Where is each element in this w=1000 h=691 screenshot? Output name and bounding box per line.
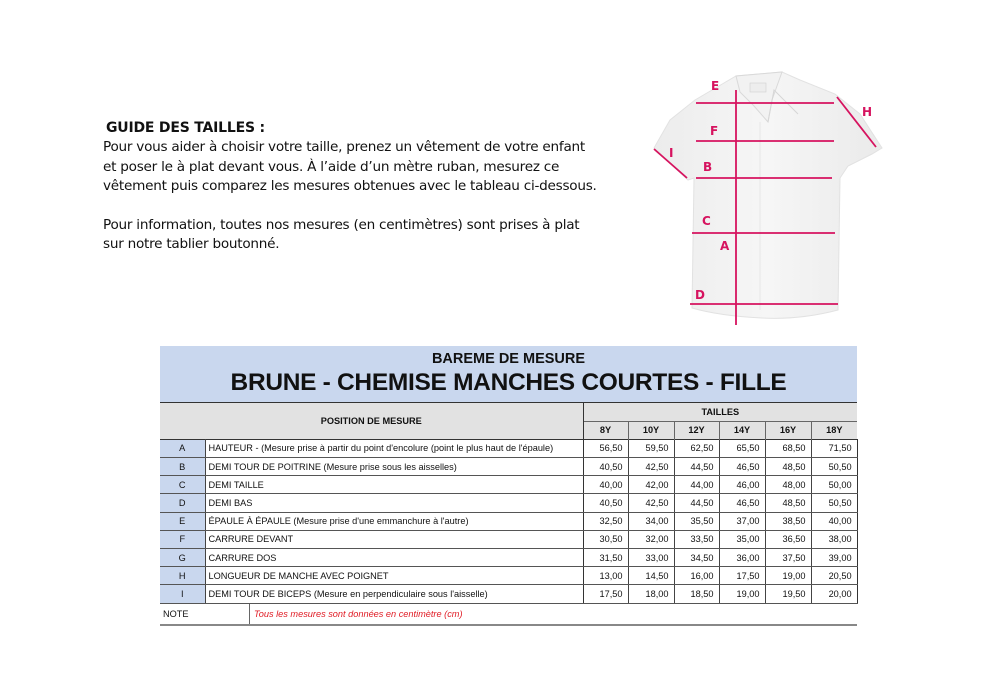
measurement-row <box>160 512 857 530</box>
measurement-value: 35,50 <box>674 512 719 530</box>
measurement-value: 16,00 <box>674 567 719 585</box>
measurement-value: 32,50 <box>583 512 628 530</box>
measurement-row <box>160 585 857 603</box>
measurement-value: 19,50 <box>765 585 811 603</box>
measurement-value: 37,00 <box>719 512 765 530</box>
measurement-row <box>160 530 857 548</box>
measurement-label: LONGUEUR DE MANCHE AVEC POIGNET <box>205 567 583 585</box>
measurement-value: 33,50 <box>674 530 719 548</box>
measurement-value: 40,50 <box>583 458 628 476</box>
instructions-line: vêtement puis comparez les mesures obtenues avec le tableau ci-dessous. <box>103 178 597 194</box>
measurement-value: 34,50 <box>674 549 719 567</box>
measurement-value: 48,50 <box>765 494 811 512</box>
measurement-value: 46,50 <box>719 458 765 476</box>
measurement-value: 36,50 <box>765 530 811 548</box>
note-row <box>160 603 857 625</box>
measurement-letter: B <box>160 458 205 476</box>
measurement-value: 59,50 <box>628 439 674 457</box>
label-e: E <box>711 79 720 93</box>
label-h: H <box>862 105 873 119</box>
size-column-header: 10Y <box>628 421 674 439</box>
measurement-value: 18,50 <box>674 585 719 603</box>
size-column-header: 12Y <box>674 421 719 439</box>
note-label: NOTE <box>160 604 250 624</box>
measurement-value: 44,00 <box>674 476 719 494</box>
size-column-header: 18Y <box>811 421 857 439</box>
measurement-value: 50,50 <box>811 458 857 476</box>
size-column-header: 14Y <box>719 421 765 439</box>
measurement-value: 19,00 <box>719 585 765 603</box>
measurement-value: 39,00 <box>811 549 857 567</box>
measurement-value: 44,50 <box>674 494 719 512</box>
measurement-value: 34,00 <box>628 512 674 530</box>
label-f: F <box>710 124 719 138</box>
measurement-value: 48,00 <box>765 476 811 494</box>
measurement-label: DEMI TOUR DE POITRINE (Mesure prise sous les aisselles) <box>205 458 583 476</box>
measurement-value: 40,50 <box>583 494 628 512</box>
measurement-value: 56,50 <box>583 439 628 457</box>
measurement-value: 17,50 <box>583 585 628 603</box>
label-c: C <box>702 214 711 228</box>
measurement-row <box>160 494 857 512</box>
measurement-value: 42,50 <box>628 458 674 476</box>
measurement-value: 20,00 <box>811 585 857 603</box>
measurement-label: HAUTEUR - (Mesure prise à partir du point d'encolure (point le plus haut de l'épaule) <box>205 439 583 457</box>
sizes-header: TAILLES <box>583 403 857 421</box>
size-chart <box>160 346 857 626</box>
measurement-value: 46,50 <box>719 494 765 512</box>
measurement-value: 71,50 <box>811 439 857 457</box>
measurement-value: 37,50 <box>765 549 811 567</box>
measurement-value: 30,50 <box>583 530 628 548</box>
measurement-value: 40,00 <box>583 476 628 494</box>
note-text: Tous les mesures sont données en centimètre (cm) <box>254 608 463 619</box>
measurement-value: 35,00 <box>719 530 765 548</box>
measurement-letter: D <box>160 494 205 512</box>
measurement-value: 18,00 <box>628 585 674 603</box>
measurement-value: 38,00 <box>811 530 857 548</box>
measurement-row <box>160 567 857 585</box>
measurement-row <box>160 549 857 567</box>
measurement-row <box>160 439 857 457</box>
measurement-value: 38,50 <box>765 512 811 530</box>
measurement-label: ÉPAULE À ÉPAULE (Mesure prise d'une emmanchure à l'autre) <box>205 512 583 530</box>
instructions-line: Pour vous aider à choisir votre taille, prenez un vêtement de votre enfant <box>103 139 585 155</box>
measurement-value: 13,00 <box>583 567 628 585</box>
size-guide-title: GUIDE DES TAILLES : <box>106 120 265 136</box>
information-line: sur notre tablier boutonné. <box>103 236 280 252</box>
size-chart-table <box>160 403 858 626</box>
measurement-value: 68,50 <box>765 439 811 457</box>
measurement-value: 17,50 <box>719 567 765 585</box>
measurement-value: 20,50 <box>811 567 857 585</box>
measurement-value: 65,50 <box>719 439 765 457</box>
position-header: POSITION DE MESURE <box>160 403 583 439</box>
measurement-value: 40,00 <box>811 512 857 530</box>
label-b: B <box>703 160 713 174</box>
label-d: D <box>695 288 705 302</box>
measurement-value: 44,50 <box>674 458 719 476</box>
measurement-value: 14,50 <box>628 567 674 585</box>
instructions-line: et poser le à plat devant vous. À l’aide d’un mètre ruban, mesurez ce <box>103 158 560 175</box>
measurement-value: 46,00 <box>719 476 765 494</box>
measurement-value: 19,00 <box>765 567 811 585</box>
information-paragraph <box>103 216 643 255</box>
measurement-value: 62,50 <box>674 439 719 457</box>
label-a: A <box>720 239 730 253</box>
measurement-letter: E <box>160 512 205 530</box>
instructions-paragraph <box>103 138 643 197</box>
measurement-value: 32,00 <box>628 530 674 548</box>
size-guide-intro <box>103 118 643 255</box>
size-chart-subtitle: BAREME DE MESURE <box>431 351 586 367</box>
measurement-value: 50,00 <box>811 476 857 494</box>
measurement-row <box>160 476 857 494</box>
shirt-measurement-diagram <box>650 70 890 330</box>
measurement-letter: C <box>160 476 205 494</box>
size-column-header: 8Y <box>583 421 628 439</box>
measurement-letter: G <box>160 549 205 567</box>
measurement-letter: H <box>160 567 205 585</box>
measurement-value: 48,50 <box>765 458 811 476</box>
information-line: Pour information, toutes nos mesures (en centimètres) sont prises à plat <box>103 216 580 233</box>
measurement-label: CARRURE DEVANT <box>205 530 583 548</box>
measurement-value: 50,50 <box>811 494 857 512</box>
measurement-label: DEMI TAILLE <box>205 476 583 494</box>
measurement-letter: I <box>160 585 205 603</box>
measurement-value: 31,50 <box>583 549 628 567</box>
measurement-letter: F <box>160 530 205 548</box>
measurement-letter: A <box>160 439 205 457</box>
measurement-value: 42,00 <box>628 476 674 494</box>
measurement-label: DEMI BAS <box>205 494 583 512</box>
measurement-label: DEMI TOUR DE BICEPS (Mesure en perpendiculaire sous l'aisselle) <box>205 585 583 603</box>
measurement-row <box>160 458 857 476</box>
label-i: I <box>669 146 674 160</box>
brand-label <box>750 83 766 92</box>
measurement-value: 42,50 <box>628 494 674 512</box>
size-chart-title: BRUNE - CHEMISE MANCHES COURTES - FILLE <box>230 369 787 396</box>
size-column-header: 16Y <box>765 421 811 439</box>
size-chart-banner <box>160 346 857 403</box>
measurement-value: 33,00 <box>628 549 674 567</box>
measurement-label: CARRURE DOS <box>205 549 583 567</box>
measurement-value: 36,00 <box>719 549 765 567</box>
